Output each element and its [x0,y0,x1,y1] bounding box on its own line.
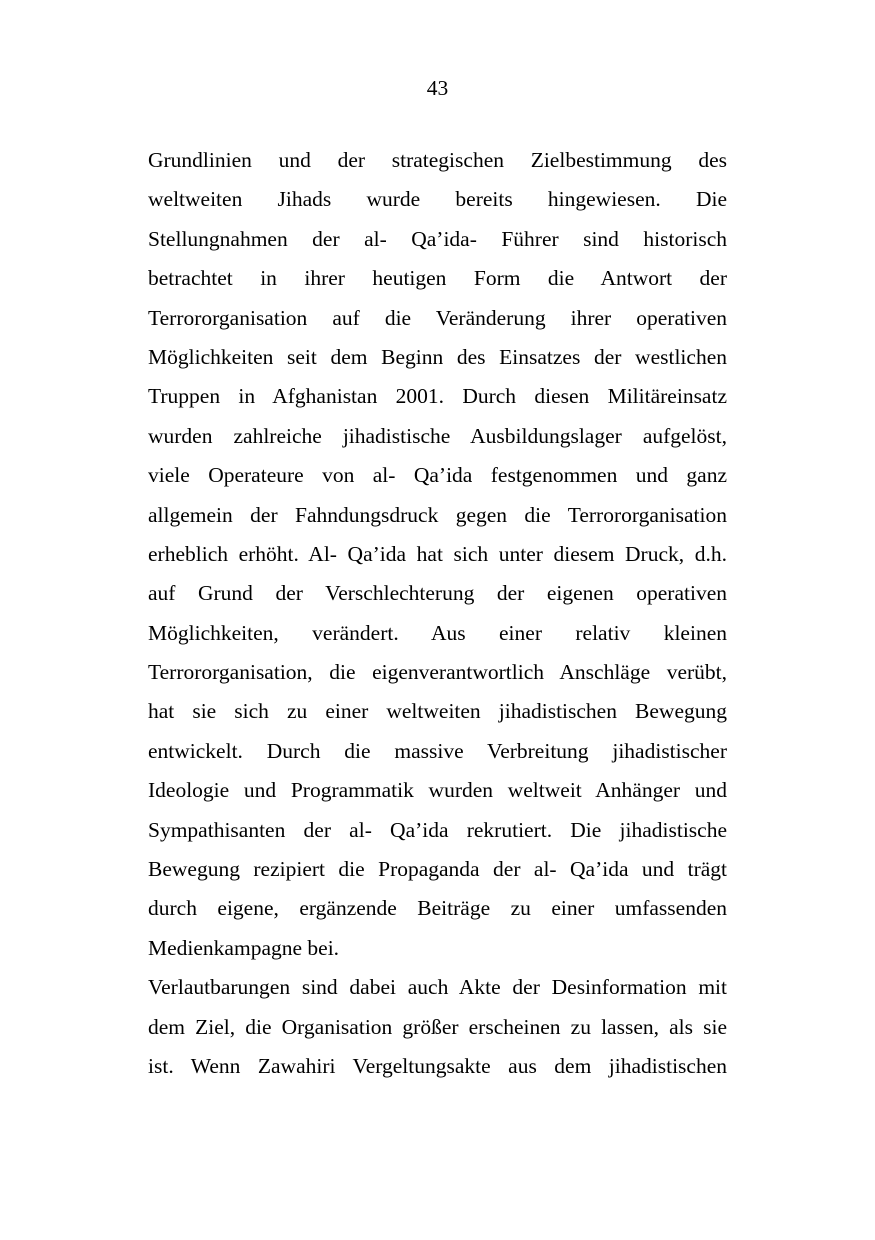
text-line: Bewegung rezipiert die Propaganda der al- Qa’ida und trägt [148,857,727,882]
text-line: betrachtet in ihrer heutigen Form die Antwort der [148,266,727,291]
text-line-paragraph-end: Medienkampagne bei. [148,935,340,960]
text-line: ist. Wenn Zawahiri Vergeltungsakte aus dem jihadistischen [148,1053,727,1078]
text-line: allgemein der Fahndungsdruck gegen die Terrororganisation [148,502,727,527]
text-line: Verlautbarungen sind dabei auch Akte der Desinformation mit [148,975,727,1000]
text-line: hat sie sich zu einer weltweiten jihadistischen Bewegung [148,699,727,724]
text-line: Möglichkeiten seit dem Beginn des Einsatzes der westlichen [148,344,727,369]
text-line: Sympathisanten der al- Qa’ida rekrutiert. Die jihadistische [148,817,727,842]
text-line: Stellungnahmen der al- Qa’ida- Führer sind historisch [148,226,727,251]
text-line: Grundlinien und der strategischen Zielbestimmung des [148,148,727,172]
body-text [148,141,727,1086]
text-line: Möglichkeiten, verändert. Aus einer relativ kleinen [148,620,727,645]
text-line: erheblich erhöht. Al- Qa’ida hat sich unter diesem Druck, d.h. [148,541,727,566]
text-line: auf Grund der Verschlechterung der eigenen operativen [148,581,727,606]
text-line: Terrororganisation, die eigenverantwortlich Anschläge verübt, [148,660,727,685]
text-line: durch eigene, ergänzende Beiträge zu einer umfassenden [148,896,727,921]
text-line: entwickelt. Durch die massive Verbreitung jihadistischer [148,738,727,763]
text-line: Terrororganisation auf die Veränderung ihrer operativen [148,305,727,330]
text-line: Truppen in Afghanistan 2001. Durch diesen Militäreinsatz [148,384,727,409]
text-line: weltweiten Jihads wurde bereits hingewiesen. Die [148,187,727,212]
page-number: 43 [426,76,449,100]
text-line: dem Ziel, die Organisation größer erscheinen zu lassen, als sie [148,1014,727,1039]
text-line: wurden zahlreiche jihadistische Ausbildungslager aufgelöst, [148,423,727,448]
text-line: Ideologie und Programmatik wurden weltweit Anhänger und [148,778,727,803]
text-line: viele Operateure von al- Qa’ida festgenommen und ganz [148,463,727,488]
